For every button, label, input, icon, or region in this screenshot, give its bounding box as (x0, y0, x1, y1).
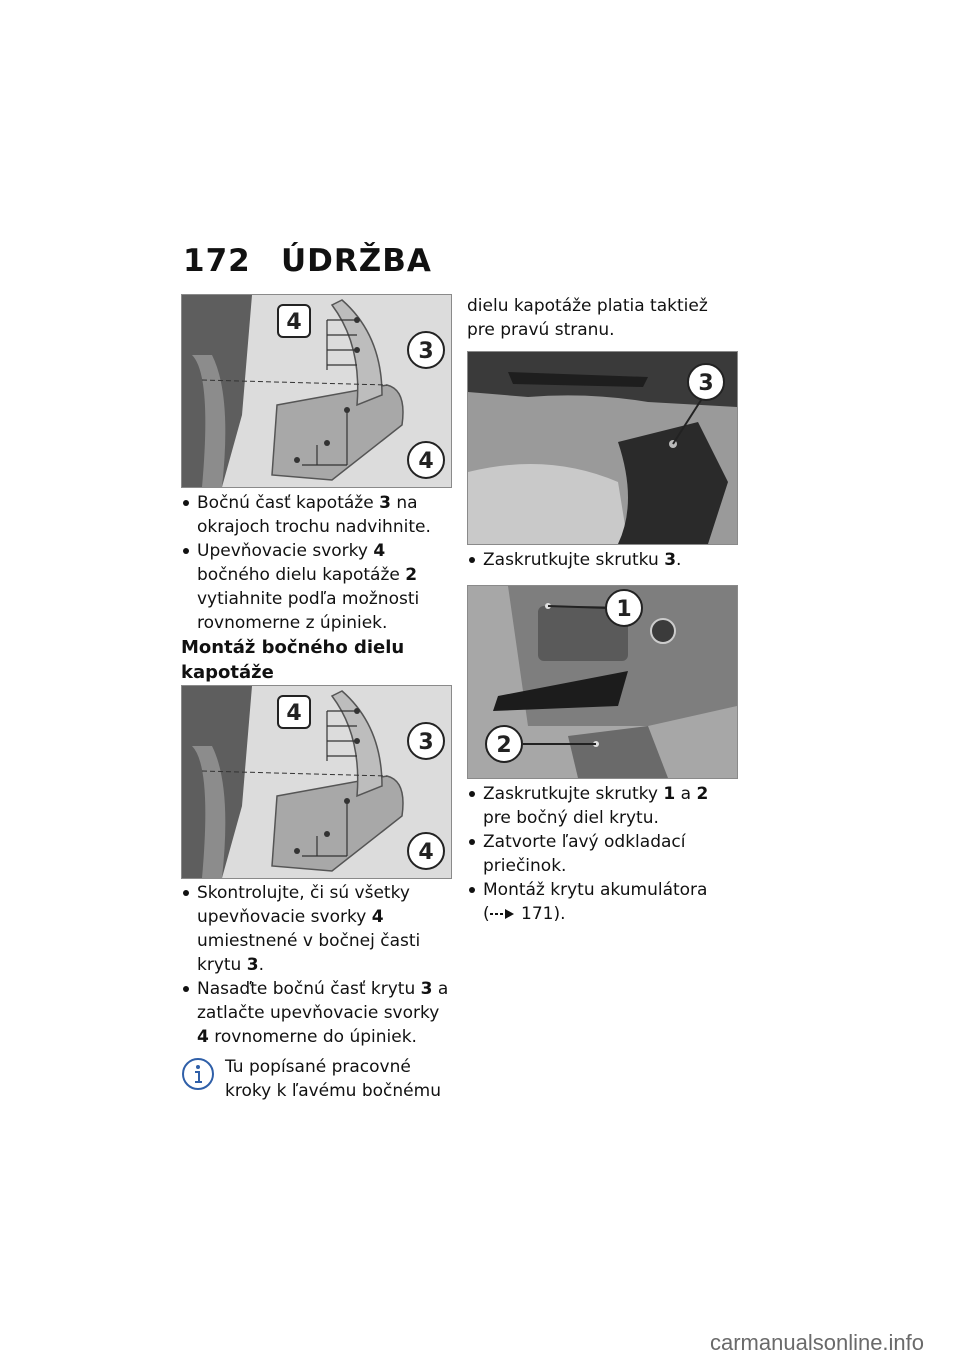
callout-badge (486, 726, 522, 762)
list-item: Montáž krytu akumulátora ( 171). (467, 878, 739, 926)
section-heading: Montáž bočného dielu kapotáže (181, 637, 405, 683)
motorcycle-photo (468, 586, 737, 778)
figure-right-side-screw (467, 351, 738, 545)
svg-text:2: 2 (496, 733, 512, 758)
svg-text:4: 4 (286, 701, 302, 726)
fairing-illustration (182, 295, 451, 487)
page-reference-arrow-icon (490, 908, 516, 920)
left-column-bottom (181, 881, 453, 1103)
list-item: Zatvorte ľavý odkladací priečinok. (467, 830, 739, 878)
note-text: Tu popísané pracovné kroky k ľavému bočnému (225, 1057, 441, 1101)
callout-badge (606, 590, 642, 626)
figure-cover-screws (467, 585, 738, 779)
figure-side-fairing-installation (181, 685, 452, 879)
svg-text:4: 4 (418, 449, 434, 474)
svg-text:4: 4 (418, 840, 434, 865)
chapter-title: ÚDRŽBA (281, 243, 432, 279)
callout-badge (278, 305, 310, 337)
callout-badge (278, 696, 310, 728)
list-item: Nasaďte bočnú časť krytu 3 a zatlačte upevňovacie svorky 4 rovnomerne do úpiniek. (181, 977, 453, 1049)
page-header (183, 243, 432, 279)
list-item: Zaskrutkujte skrutku 3. (467, 548, 739, 572)
figure-side-fairing-removal (181, 294, 452, 488)
info-note (181, 1055, 453, 1103)
list-item: Zaskrutkujte skrutky 1 a 2 pre bočný diel krytu. (467, 782, 739, 830)
page-number: 172 (183, 243, 251, 279)
callout-badge (408, 723, 444, 759)
svg-text:3: 3 (418, 339, 434, 364)
info-icon (181, 1057, 215, 1091)
left-column-top (181, 491, 453, 685)
svg-text:4: 4 (286, 310, 302, 335)
svg-text:3: 3 (418, 730, 434, 755)
continued-text: dielu kapotáže platia taktiež pre pravú stranu. (467, 296, 708, 340)
callout-badge (408, 442, 444, 478)
callout-badge (408, 833, 444, 869)
right-column-middle (467, 548, 739, 572)
callout-badge (688, 364, 724, 400)
callout-badge (408, 332, 444, 368)
svg-text:1: 1 (616, 597, 632, 622)
motorcycle-photo (468, 352, 737, 544)
list-item: Skontrolujte, či sú všetky upevňovacie svorky 4 umiestnené v bočnej časti krytu 3. (181, 881, 453, 977)
list-item: Upevňovacie svorky 4 bočného dielu kapotáže 2 vytiahnite podľa možnosti rovnomerne z úpiniek. (181, 539, 453, 635)
list-item: Bočnú časť kapotáže 3 na okrajoch trochu nadvihnite. (181, 491, 453, 539)
watermark: carmanualsonline.info (710, 1330, 925, 1355)
fairing-illustration (182, 686, 451, 878)
right-column-top (467, 294, 739, 342)
right-column-bottom (467, 782, 739, 926)
svg-text:3: 3 (698, 371, 714, 396)
page-reference[interactable]: 171). (515, 904, 566, 924)
